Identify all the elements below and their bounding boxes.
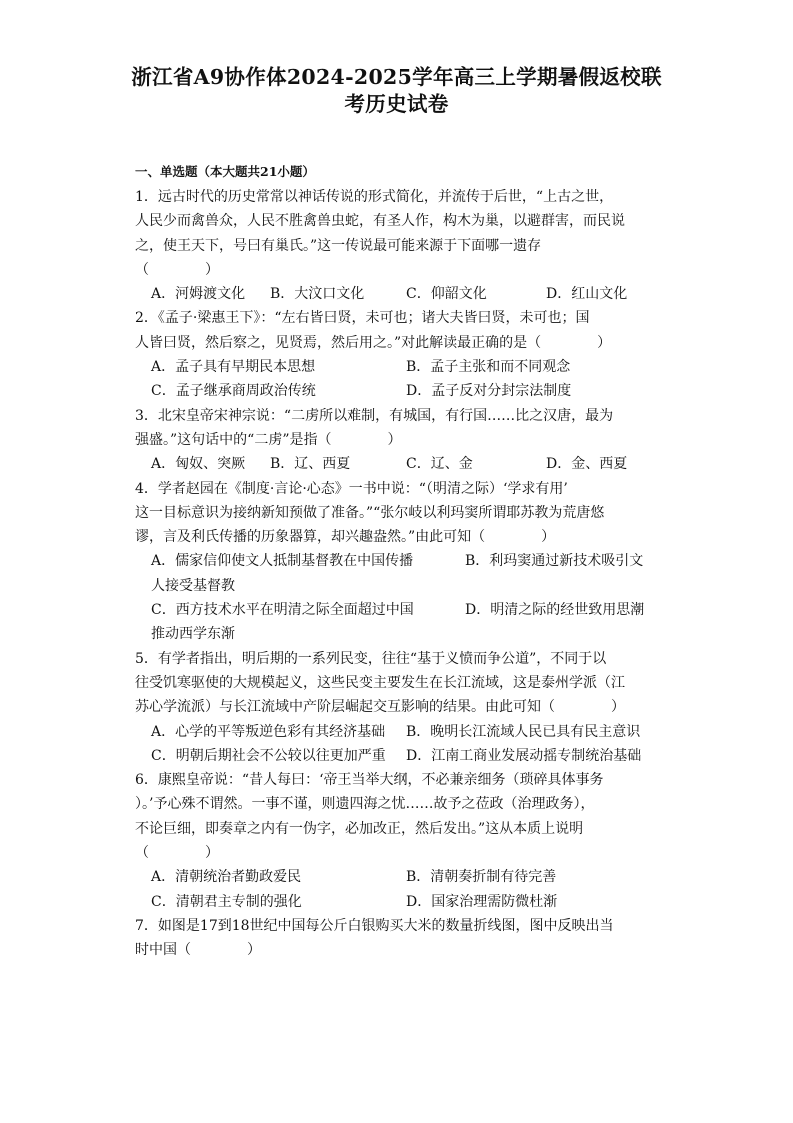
question-6-option-c: C．清朝君主专制的强化 (151, 893, 302, 910)
question-1-option-c: C．仰韶文化 (406, 286, 487, 303)
question-4-line-2: 这一目标意识为接纳新知预做了准备。”“张尔岐以利玛窦所谓耶苏教为荒唐悠 (135, 504, 605, 521)
question-3-option-a: A．匈奴、突厥 (151, 456, 246, 473)
question-7-line-2: 时中国（ ） (135, 942, 261, 959)
question-3-option-b: B．辽、西夏 (270, 456, 351, 473)
question-5-option-a: A．心学的平等叛逆色彩有其经济基础 (151, 723, 386, 740)
question-5-option-d: D．江南工商业发展动摇专制统治基础 (406, 747, 642, 764)
exam-title-line-2: 考历史试卷 (344, 92, 449, 116)
question-3-option-d: D．金、西夏 (546, 456, 628, 473)
question-3-option-c: C．辽、金 (406, 456, 473, 473)
question-6-options-ab (135, 865, 665, 889)
question-2-line-2: 人皆曰贤，然后察之，见贤焉，然后用之。”对此解读最正确的是（ ） (135, 334, 612, 351)
question-1-line-1: 1．远古时代的历史常常以神话传说的形式简化，并流传于后世，“上古之世， (135, 189, 614, 205)
question-2-option-a: A．孟子具有早期民本思想 (151, 359, 316, 376)
question-3-line-2: 强盛。”这句话中的“二虏”是指（ ） (135, 431, 402, 448)
question-2-options-ab (135, 355, 665, 379)
question-2-option-b: B．孟子主张和而不同观念 (406, 359, 571, 376)
question-2-option-c: C．孟子继承商周政治传统 (151, 383, 316, 400)
question-1-line-3: 之，使王天下，号曰有巢氏。”这一传说最可能来源于下面哪一遗存 (135, 237, 542, 254)
question-6-option-a: A．清朝统治者勤政爱民 (151, 869, 302, 886)
exam-title (110, 64, 683, 118)
question-2-option-d: D．孟子反对分封宗法制度 (406, 383, 572, 400)
question-5-option-c: C．明朝后期社会不公较以往更加严重 (151, 747, 386, 764)
question-4-options-ab (135, 549, 665, 573)
question-1-options (135, 282, 665, 306)
question-5-line-3: 苏心学流派）与长江流域中产阶层崛起交互影响的结果。由此可知（ ） (135, 699, 625, 716)
question-6-option-b: B．清朝奏折制有待完善 (406, 869, 557, 886)
exam-title-line-1: 浙江省A9协作体2024-2025学年高三上学期暑假返校联 (131, 65, 662, 89)
question-4-option-b-continued: 人接受基督教 (151, 577, 235, 594)
question-3-line-1: 3．北宋皇帝宋神宗说：“二虏所以难制，有城国，有行国……比之汉唐，最为 (135, 407, 614, 424)
question-4-option-d: D．明清之际的经世致用思潮 (465, 602, 645, 619)
question-5-line-2: 往受饥寒驱使的大规模起义，这些民变主要发生在长江流域，这是泰州学派（江 (135, 674, 625, 691)
question-7-line-1: 7．如图是17到18世纪中国每公斤白银购买大米的数量折线图，图中反映出当 (135, 917, 614, 934)
section-heading: 一、单选题（本大题共21小题） (135, 164, 315, 179)
question-6-answer-blank: （ ） (135, 845, 219, 862)
question-4-line-1: 4．学者赵园在《制度·言论·心态》一书中说：“（明清之际）‘学求有用’ (135, 480, 568, 497)
question-4-option-d-continued: 推动西学东渐 (151, 626, 235, 643)
question-6-options-cd (135, 890, 665, 914)
question-2-line-1: 2．《孟子·梁惠王下》：“左右皆曰贤，未可也；诸大夫皆曰贤，未可也；国 (135, 310, 590, 327)
questions (135, 185, 665, 963)
question-3-options (135, 452, 665, 476)
question-4-option-a: A．儒家信仰使文人抵制基督教在中国传播 (151, 553, 414, 570)
question-6-line-3: 不论巨细，即奏章之内有一伪字，必加改正，然后发出。”这从本质上说明 (135, 820, 584, 837)
question-1-option-a: A．河姆渡文化 (151, 286, 246, 303)
question-6-option-d: D．国家治理需防微杜渐 (406, 893, 558, 910)
question-2-options-cd (135, 379, 665, 403)
question-5-options-cd (135, 744, 665, 768)
question-4-options-cd (135, 598, 665, 622)
question-5-options-ab (135, 720, 665, 744)
question-6-line-1: 6．康熙皇帝说：“昔人每曰：‘帝王当举大纲，不必兼亲细务（琐碎具体事务 (135, 772, 604, 789)
question-1-answer-blank: （ ） (135, 261, 219, 278)
question-1-option-b: B．大汶口文化 (270, 286, 365, 303)
question-4-option-c: C．西方技术水平在明清之际全面超过中国 (151, 602, 414, 619)
question-1-option-d: D．红山文化 (546, 286, 628, 303)
question-1-line-2: 人民少而禽兽众，人民不胜禽兽虫蛇，有圣人作，构木为巢，以避群害，而民说 (135, 213, 625, 230)
question-5-line-1: 5．有学者指出，明后期的一系列民变，往往“基于义愤而争公道”，不同于以 (135, 650, 607, 667)
question-4-line-3: 谬，言及利氏传播的历象器算，却兴趣盎然。”由此可知（ ） (135, 529, 556, 546)
question-4-option-b: B．利玛窦通过新技术吸引文 (465, 553, 644, 570)
question-6-line-2: ）。’予心殊不谓然。一事不谨，则遗四海之忧……故予之莅政（治理政务）， (135, 796, 595, 813)
question-5-option-b: B．晚明长江流域人民已具有民主意识 (406, 723, 641, 740)
